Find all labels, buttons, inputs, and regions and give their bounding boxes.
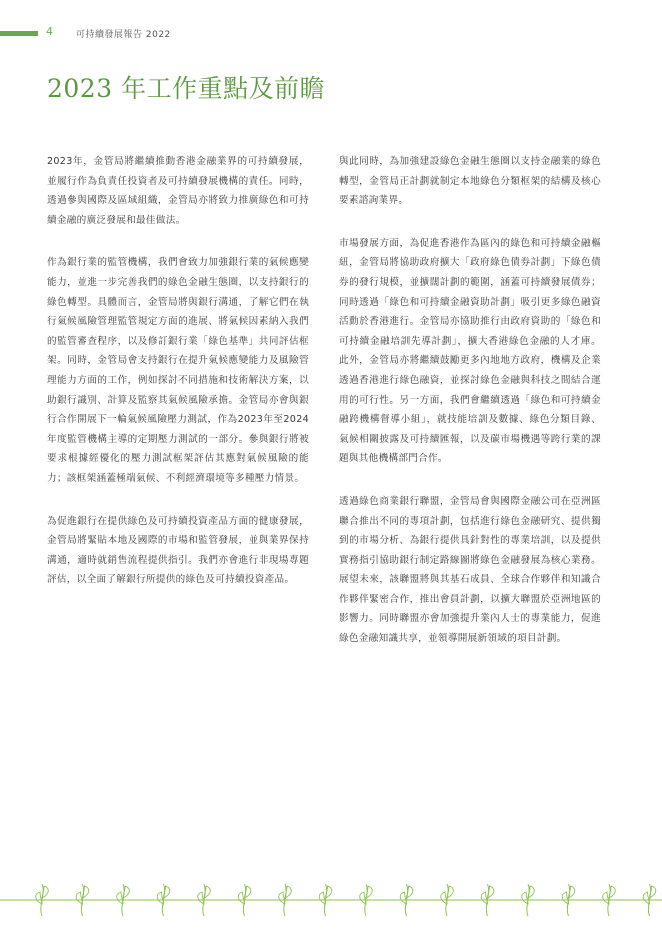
paragraph: 市場發展方面，為促進香港作為區內的綠色和可持續金融樞紐，金管局將協助政府擴大「政府綠色債券計劃」下綠色債券的發行規模，並擴闊計劃的範圍，涵蓋可持續發展債券；同時透過「綠色和可持續金融資助計劃」吸引更多綠色融資活動於香港進行。金管局亦協助推行由政府資助的「綠色和可持續金融培訓先導計劃」，擴大香港綠色金融的人才庫。此外，金管局亦將繼續鼓勵更多內地地方政府，機構及企業透過香港進行綠色融資，並探討綠色金融與科技之間結合運用的可行性。另一方面，我們會繼續透過「綠色和可持續金融跨機構督導小組」，就技能培訓及數據、綠色分類目錄、氣候相關披露及可持續匯報，以及碳市場機遇等跨行業的課題與其他機構部門合作。: [339, 237, 601, 465]
footer-vine-decoration: [0, 880, 662, 920]
paragraph: 與此同時，為加強建設綠色金融生態圈以支持金融業的綠色轉型，金管局正計劃就制定本地綠色分類框架的結構及核心要素諮詢業界。: [339, 156, 601, 207]
left-column: [47, 152, 309, 613]
page-title: 2023 年工作重點及前瞻: [47, 74, 326, 103]
right-column: [339, 152, 601, 672]
paragraph: 透過綠色商業銀行聯盟，金管局會與國際金融公司在亞洲區聯合推出不同的專項計劃，包括進行綠色金融研究、提供獨到的市場分析、為銀行提供具針對性的專業培訓，以及提供實務指引協助銀行制定路線圖將綠色金融發展為核心業務。展望未來，該聯盟將與其基石成員、全球合作夥伴和知識合作夥伴緊密合作，推出會員計劃，以擴大聯盟於亞洲地區的影響力。同時聯盟亦會加強提升業內人士的專業能力，促進綠色金融知識共享，並領導開展新領域的項目計劃。: [339, 495, 601, 645]
page-number: 4: [46, 25, 53, 38]
paragraph: 2023年，金管局將繼續推動香港金融業界的可持續發展，並履行作為負責任投資者及可持續發展機構的責任。同時，透過參與國際及區域組織，金管局亦將致力推廣綠色和可持續金融的廣泛發展和最佳做法。: [47, 156, 309, 226]
paragraph: 作為銀行業的監管機構，我們會致力加強銀行業的氣候應變能力，並進一步完善我們的綠色金融生態圈，以支持銀行的綠色轉型。具體而言，金管局將與銀行溝通，了解它們在執行氣候風險管理監管規定方面的進展、將氣候因素納入我們的監管審查程序，以及修訂銀行業「綠色基準」共同評估框架。同時，金管局會支持銀行在提升氣候應變能力及風險管理能力方面的工作，例如探討不同措施和技術解決方案，以助銀行識別、計算及監察其氣候風險承擔。金管局亦會與銀行合作開展下一輪氣候風險壓力測試，作為2023年至2024年度監管機構主導的定期壓力測試的一部分。參與銀行將被要求根據經優化的壓力測試框架評估其應對氣候風險的能力；該框架涵蓋極端氣候、不利經濟環境等多種壓力情景。: [47, 257, 309, 484]
paragraph: 為促進銀行在提供綠色及可持續投資產品方面的健康發展，金管局將緊貼本地及國際的市場和監管發展，並與業界保持溝通，適時就銷售流程提供指引。我們亦會進行非現場專題評估，以全面了解銀行所提供的綠色及可持續投資產品。: [47, 515, 309, 586]
header-accent-bar: [0, 31, 38, 36]
report-title: 可持續發展報告 2022: [76, 30, 171, 40]
